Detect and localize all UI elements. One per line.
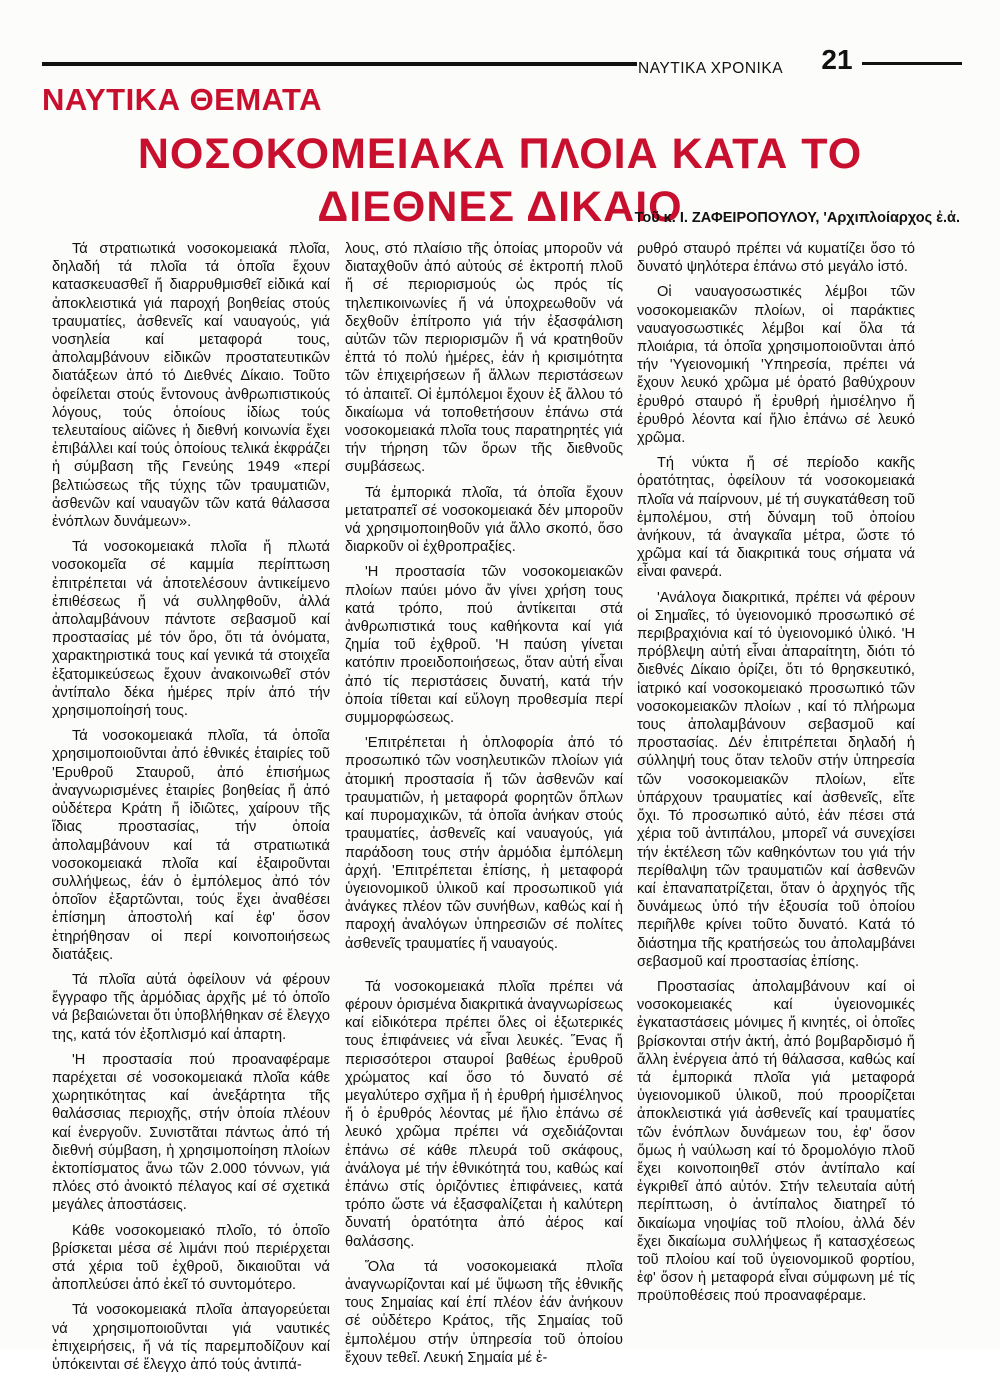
paragraph: Οἱ ναυαγοσωστικές λέμβοι τῶν νοσοκομειακῶν πλοίων, οἱ παράκτιες ναυαγοσωστικές λέμβοι καί ὅλα τά πλοιάρια, τά ὁποῖα χρησιμοποιοῦνται ἀπό τήν 'Υγειονομική 'Υπηρεσία, πρέπει νά ἔχουν λευκό χρῶμα μέ ὁρατό βαθύχρουν ἐρυθρό σταυρό ἤ ἐρυθρή ἡμισέληνο ἤ ἐρυθρό λέοντα καί ἥλιο ἐπάνω σέ λευκό χρῶμα. xyxy=(637,284,915,447)
paragraph: Τά νοσοκομειακά πλοῖα, τά ὁποῖα χρησιμοποιοῦνται ἀπό ἐθνικές ἑταιρίες τοῦ 'Ερυθροῦ Σταυροῦ, ἀπό ἐπισήμως ἀναγνωρισμένες ἑταιρίες βοηθείας ἤ ἀπό οὐδέτερα Κράτη ἤ ἰδιῶτες, χαίρουν τῆς ἴδιας προστασίας, τήν ὁποία ἀπολαμβάνουν καί τά στρατιωτικά νοσοκομειακά πλοῖα καί ἐξαιροῦνται συλλήψεως, ἐάν ὁ ἐμπόλεμος ἀπό τόν ὁποῖον ἐξαρτῶνται, τούς ἔχει ἀναθέσει ἐπίσημη ἀποστολή καί ἐφ' ὅσον ἐτηρήθησαν οἱ περί κοινοποιήσεως διατάξεις. xyxy=(52,728,330,963)
paragraph: Τά στρατιωτικά νοσοκομειακά πλοῖα, δηλαδή τά πλοῖα τά ὁποῖα ἔχουν κατασκευασθεῖ ἤ διαρρυθμισθεῖ εἰδικά καί ἀποκλειστικά γιά παροχή βοηθείας στούς τραυματίες, ἀσθενεῖς καί ναυαγούς, γιά νοσηλεία καί μεταφορά τους, ἀπολαμβάνουν εἰδικῶν προστατευτικῶν διατάξεων ἀπό τό Διεθνές Δίκαιο. Τοῦτο ὀφείλεται στούς ἔντονους ἀνθρωπιστικούς λόγους, τούς ὁποίους ἰδίως τούς τελευταίους αἰῶνες ἡ διεθνή κοινωνία ἔχει ἐπιβάλλει καί τούς ὁποίους τελικά ἐκφράζει ἡ σύμβαση τῆς Γενεύης 1949 «περί βελτιώσεως τῆς τύχης τῶν τραυματιῶν, ἀσθενῶν καί ναυαγῶν τῶν κατά θάλασσα ἐνόπλων δυνάμεων». xyxy=(52,241,330,531)
paragraph: 'Η προστασία τῶν νοσοκομειακῶν πλοίων παύει μόνο ἄν γίνει χρήση τους κατά τρόπο, πού ἀντίκειται στά ἀνθρωπιστικά τους καθήκοντα καί γιά ζημία τοῦ ἐχθροῦ. 'Η παύση γίνεται κατόπιν προειδοποιήσεως, ὅταν αὐτή εἶναι ἀπό τίς περιστάσεις δυνατή, κατά τήν ὁποία τίθεται καί εὔλογη προθεσμία περί συμμορφώσεως. xyxy=(345,564,623,727)
header-rule-right xyxy=(862,62,962,65)
page-number: 21 xyxy=(821,44,853,75)
paragraph: 'Η προστασία πού προαναφέραμε παρέχεται σέ νοσοκομειακά πλοῖα κάθε χωρητικότητας καί ἀνεξάρτητα τῆς θαλάσσιας περιοχῆς, στήν ὁποία πλέουν καί ἐνεργοῦν. Συνιστᾶται πάντως ἀπό τή διεθνή σύμβαση, ἡ χρησιμοποίηση πλοίων ἐκτοπίσματος ἄνω τῶν 2.000 τόννων, γιά πλόες στό ἀνοικτό πέλαγος καί σέ σχετικά μεγάλες ἀποστάσεις. xyxy=(52,1051,330,1214)
paragraph: Τά ἐμπορικά πλοῖα, τά ὁποῖα ἔχουν μετατραπεῖ σέ νοσοκομειακά δέν μποροῦν νά χρησιμοποιηθοῦν γιά ἄλλο σκοπό, ὅσο διαρκοῦν οἱ ἐχθροπραξίες. xyxy=(345,484,623,556)
paragraph: λους, στό πλαίσιο τῆς ὁποίας μποροῦν νά διαταχθοῦν ἀπό αὐτούς σέ ἐκτροπή πλοῦ ἤ σέ περιορισμούς ὡς πρός τίς τηλεπικοινωνίες ἤ νά ὑποχρεωθοῦν νά δεχθοῦν ἐπίτροπο γιά τήν ἐξασφάλιση αὐτῶν τῶν περιορισμῶν ἤ νά κρατηθοῦν ἐπτά τό πολύ ἡμέρες, ἐάν ἡ κρισιμότητα τῶν ἐπιχειρήσεων ἤ ἄλλων περιστάσεων τό ἀπαιτεῖ. Οἱ ἐμπόλεμοι ἔχουν ἐξ ἄλλου τό δικαίωμα νά τοποθετήσουν ἐπάνω στά νοσοκομειακά πλοῖα τους παρατηρητές γιά τήν τήρηση τῶν ὅρων τῆς διεθνοῦς συμβάσεως. xyxy=(345,241,623,476)
paragraph: Προστασίας ἀπολαμβάνουν καί οἱ νοσοκομειακές καί ὑγειονομικές ἐγκαταστάσεις μόνιμες ἤ κινητές, οἱ ὁποῖες βρίσκονται στήν ἀκτή, ἀπό βομβαρδισμό ἤ ἄλλη ἐνέργεια ἀπό τή θάλασσα, καθώς καί τά ἐμπορικά πλοῖα γιά μεταφορά ὑγειονομικοῦ ὑλικοῦ, πού προορίζεται ἀποκλειστικά γιά ἀσθενεῖς καί τραυματίες τῶν ἐνόπλων δυνάμεων του, ἐφ' ὅσον ὅμως ἡ ναύλωση καί τό δρομολόγιο πλοῦ ἔχει κοινοποιηθεῖ στόν ἀντίπαλο καί ἐγκριθεῖ ἀπό αὐτόν. Στήν τελευταία αὐτή περίπτωση, ὁ ἀντίπαλος διατηρεῖ τό δικαίωμα νηοψίας τοῦ πλοίου, ἀλλά δέν ἔχει δικαίωμα συλλήψεως ἤ κατασχέσεως τοῦ πλοίου καί τοῦ ὑγειονομικοῦ φορτίου, ἐφ' ὅσον ἡ μεταφορά εἶναι σύμφωνη μέ τίς προϋποθέσεις πού προαναφέραμε. xyxy=(637,978,915,1305)
paragraph: 'Επιτρέπεται ἡ ὁπλοφορία ἀπό τό προσωπικό τῶν νοσηλευτικῶν πλοίων γιά ἀτομική προστασία ἤ τῶν ἀσθενῶν καί τραυματιῶν, ἡ μεταφορά φορητῶν ὅπλων καί πυρομαχικῶν, τά ὁποῖα ἀνήκαν στούς τραυματίες, ἀσθενεῖς καί ναυαγούς, γιά παράδοση τους στήν ἁρμόδια ἐμπόλεμη ἀρχή. 'Επιτρέπεται ἐπίσης, ἡ μεταφορά ὑγειονομικοῦ ὑλικοῦ καί προσωπικοῦ γιά ἀνάγκες πλέον τῶν συνήθων, καθώς καί ἡ παροχή ἀναλόγων ὑπηρεσιῶν σέ πολίτες ἀσθενεῖς τραυματίες ἤ ναυαγούς. xyxy=(345,735,623,952)
paragraph: Τή νύκτα ἤ σέ περίοδο κακῆς ὁρατότητας, ὀφείλουν τά νοσοκομειακά πλοῖα νά παίρνουν, μέ τή συγκατάθεση τοῦ ἐμπολέμου, στή δύναμη τοῦ ὁποίου ἀνήκουν, τά ἀναγκαῖα μέτρα, ὥστε τό χρῶμα καί τά διακριτικά τους σήματα νά εἶναι φανερά. xyxy=(637,455,915,581)
journal-name: ΝΑΥΤΙΚΑ ΧΡΟΝΙΚΑ xyxy=(638,60,784,77)
article-title-line-2: ΔΙΕΘΝΕΣ ΔΙΚΑΙΟ xyxy=(317,183,683,231)
column-2 xyxy=(345,240,623,1374)
paragraph: Ὅλα τά νοσοκομειακά πλοῖα ἀναγνωρίζονται καί μέ ὕψωση τῆς ἐθνικῆς τους Σημαίας καί ἐπί πλέον ἐάν ἀνήκουν σέ οὐδέτερο Κράτος, τῆς Σημαίας τοῦ ἐμπολέμου στήν ὑπηρεσία τοῦ ὁποίου ἔχουν τεθεῖ. Λευκή Σημαία μέ ἐ- xyxy=(345,1258,623,1366)
paragraph: Τά νοσοκομειακά πλοῖα ἤ πλωτά νοσοκομεῖα σέ καμμία περίπτωση ἐπιτρέπεται νά ἀποτελέσουν ἀντικείμενο ἐπιθέσεως ἤ νά συλληφθοῦν, ἀλλά ἀπολαμβάνουν πάντοτε σεβασμοῦ καί προστασίας μέ τόν ὅρο, ὅτι τά ὀνόματα, χαρακτηριστικά τους καί γενικά τά στοιχεῖα ἐξατομικεύσεως ἔχουν ἀνακοινωθεῖ στόν ἀντίπαλο δέκα ἡμέρες πρίν ἀπό τήν χρησιμοποίησή τους. xyxy=(52,539,330,720)
section-title: ΝΑΥΤΙΚΑ ΘΕΜΑΤΑ xyxy=(42,82,323,117)
column-gap xyxy=(345,960,623,978)
byline: Τοῦ κ. Ι. ΖΑΦΕΙΡΟΠΟΥΛΟΥ, 'Αρχιπλοίαρχος ἐ.ἀ. xyxy=(634,210,960,226)
paragraph: Τά πλοῖα αὐτά ὀφείλουν νά φέρουν ἔγγραφο τῆς ἁρμόδιας ἀρχῆς μέ τό ὁποῖο νά βεβαιώνεται ὅτι ὑποβλήθηκαν σέ ἔλεγχο της, κατά τόν ἐξοπλισμό καί ἀπαρτη. xyxy=(52,971,330,1043)
paragraph: Τά νοσοκομειακά πλοῖα πρέπει νά φέρουν ὁρισμένα διακριτικά ἀναγνωρίσεως καί εἰδικότερα πρέπει ὅλες οἱ ἐξωτερικές τους ἐπιφάνειες νά εἶναι λευκές. Ἕνας ἤ περισσότεροι σταυροί βαθέως ἐρυθροῦ χρώματος καί ὅσο τό δυνατό σέ μεγαλύτερο σχῆμα ἤ ἡ ἐρυθρή ἡμισέληνος ἤ ὁ ἐρυθρός λέοντας μέ ἥλιο ἐπάνω σέ λευκό χρῶμα πρέπει νά σχεδιάζονται ἐπάνω σέ κάθε πλευρά τοῦ σκάφους, ἀνάλογα μέ τήν ἐθνικότητά του, καθώς καί ἐπάνω στίς ὁριζόντιες ἐπιφάνειες, κατά τρόπο ὥστε νά ἐξασφαλίζεται ἡ καλύτερη δυνατή ὁρατότητα ἀπό ἀέρος καί θαλάσσης. xyxy=(345,978,623,1250)
column-3 xyxy=(637,240,915,1313)
paragraph: Τά νοσοκομειακά πλοῖα ἀπαγορεύεται νά χρησιμοποιοῦνται γιά ναυτικές ἐπιχειρήσεις, ἤ νά τίς παρεμποδίζουν καί ὑπόκεινται σέ ἔλεγχο ἀπό τούς ἀντιπά- xyxy=(52,1302,330,1373)
header-rule xyxy=(42,62,637,66)
column-1 xyxy=(52,240,330,1381)
paragraph: ρυθρό σταυρό πρέπει νά κυματίζει ὅσο τό δυνατό ψηλότερα ἐπάνω στό μεγάλο ἱστό. xyxy=(637,241,915,276)
paragraph: 'Ανάλογα διακριτικά, πρέπει νά φέρουν οἱ Σημαῖες, τό ὑγειονομικό προσωπικό σέ περιβραχιόνια καί τό ὑγειονομικό ὑλικό. 'Η πρόβλεψη αὐτή εἶναι ἀπαραίτητη, διότι τό διεθνές Δίκαιο ὁρίζει, ὅτι τό θρησκευτικό, ἰατρικό καί νοσοκομειακό προσωπικό τῶν νοσοκομειακῶν πλοίων , καί τό πλήρωμα τους ἀπολαμβάνουν σεβασμοῦ καί προστασίας. Δέν ἐπιτρέπεται δηλαδή ἡ σύλληψή τους ὅταν τελοῦν στήν ὑπηρεσία τῶν νοσοκομειακῶν πλοίων, εἴτε ὑπάρχουν τραυματίες καί ἀσθενεῖς, εἴτε ὄχι. Τό προσωπικό αὐτό, ἐάν πέσει στά χέρια τοῦ ἀντιπάλου, μπορεῖ νά συνεχίσει τήν ἐκτέλεση τῶν καθηκόντων του γιά τήν περίθαλψη τῶν τραυματιῶν καί ἀσθενῶν καί ἐπαναπατρίζεται, ὅταν ὁ ἀρχηγός τῆς δυνάμεως ὑπό τήν ἐξουσία τοῦ ὁποίου περιῆλθε κρίνει τοῦτο δυνατό. Κατά τό διάστημα τῆς κρατήσεώς του ἀπολαμβάνει σεβασμοῦ καί προστασίας ἐπίσης. xyxy=(637,589,915,970)
paragraph: Κάθε νοσοκομειακό πλοῖο, τό ὁποῖο βρίσκεται μέσα σέ λιμάνι πού περιέρχεται στά χέρια τοῦ ἐχθροῦ, δικαιοῦται νά ἀποπλεύσει ἀπό ἐκεῖ τό συντομότερο. xyxy=(52,1222,330,1294)
article-title-line-1: ΝΟΣΟΚΟΜΕΙΑΚΑ ΠΛΟΙΑ ΚΑΤΑ ΤΟ xyxy=(137,130,863,178)
